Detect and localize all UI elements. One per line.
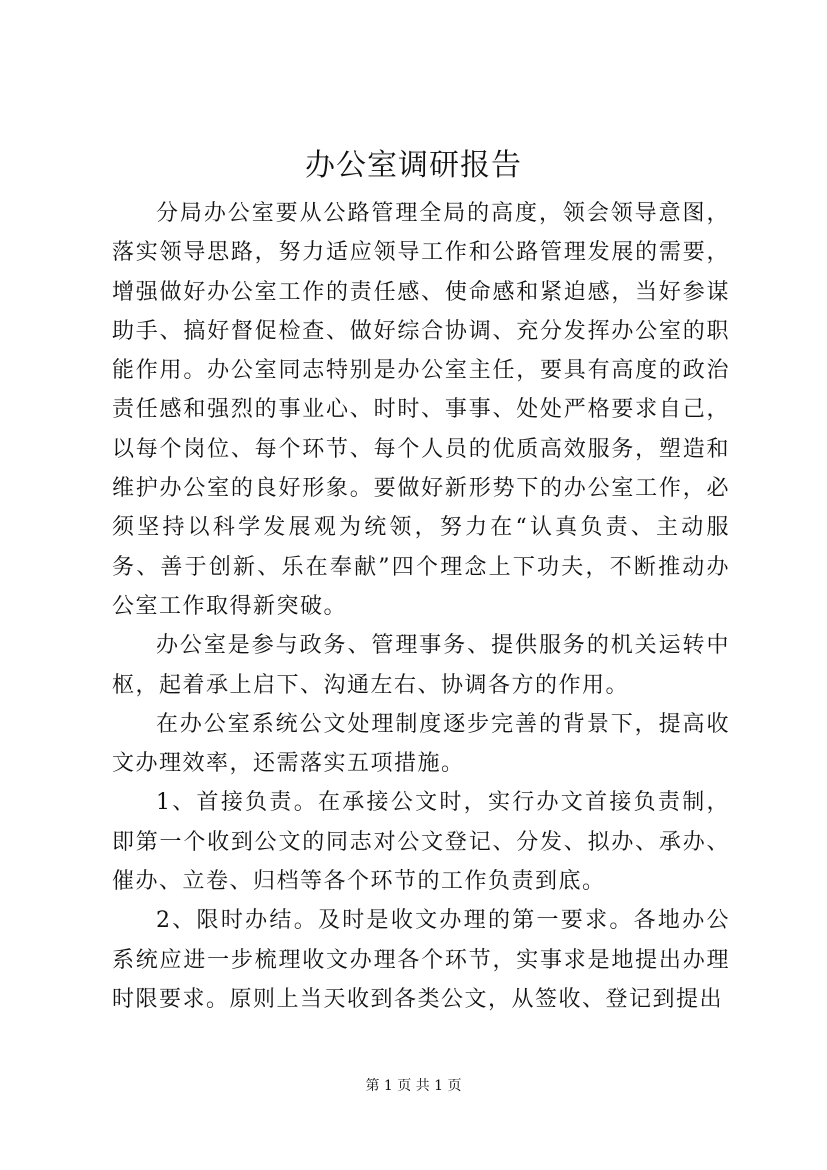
page-footer: 第 1 页 共 1 页: [365, 1078, 462, 1094]
paragraph-five-measures: 在办公室系统公文处理制度逐步完善的背景下，提高收文办理效率，还需落实五项措施。: [112, 711, 730, 777]
paragraph-office-role: 办公室是参与政务、管理事务、提供服务的机关运转中枢，起着承上启下、沟通左右、协调各方的作用。: [112, 633, 730, 698]
paragraph-intro: 分局办公室要从公路管理全局的高度，领会领导意图，落实领导思路，努力适应领导工作和公路管理发展的需要，增强做好办公室工作的责任感、使命感和紧迫感，当好参谋助手、搞好督促检查、做好综合协调、充分发挥办公室的职能作用。办公室同志特别是办公室主任，要具有高度的政治责任感和强烈的事业心、时时、事事、处处严格要求自己，以每个岗位、每个环节、每个人员的优质高效服务，塑造和维护办公室的良好形象。要做好新形势下的办公室工作，必须坚持以科学发展观为统领，努力在“认真负责、主动服务、善于创新、乐在奉献”四个理念上下功夫，不断推动办公室工作取得新突破。: [112, 201, 730, 619]
document-title: 办公室调研报告: [305, 148, 522, 183]
paragraph-measure-2: 2、限时办结。及时是收文办理的第一要求。各地办公系统应进一步梳理收文办理各个环节，实事求是地提出办理时限要求。原则上当天收到各类公文，从签收、登记到提出: [112, 908, 730, 1012]
document-body: [112, 194, 730, 1019]
paragraph-measure-1: 1、首接负责。在承接公文时，实行办文首接负责制，即第一个收到公文的同志对公文登记、分发、拟办、承办、催办、立卷、归档等各个环节的工作负责到底。: [112, 790, 730, 895]
